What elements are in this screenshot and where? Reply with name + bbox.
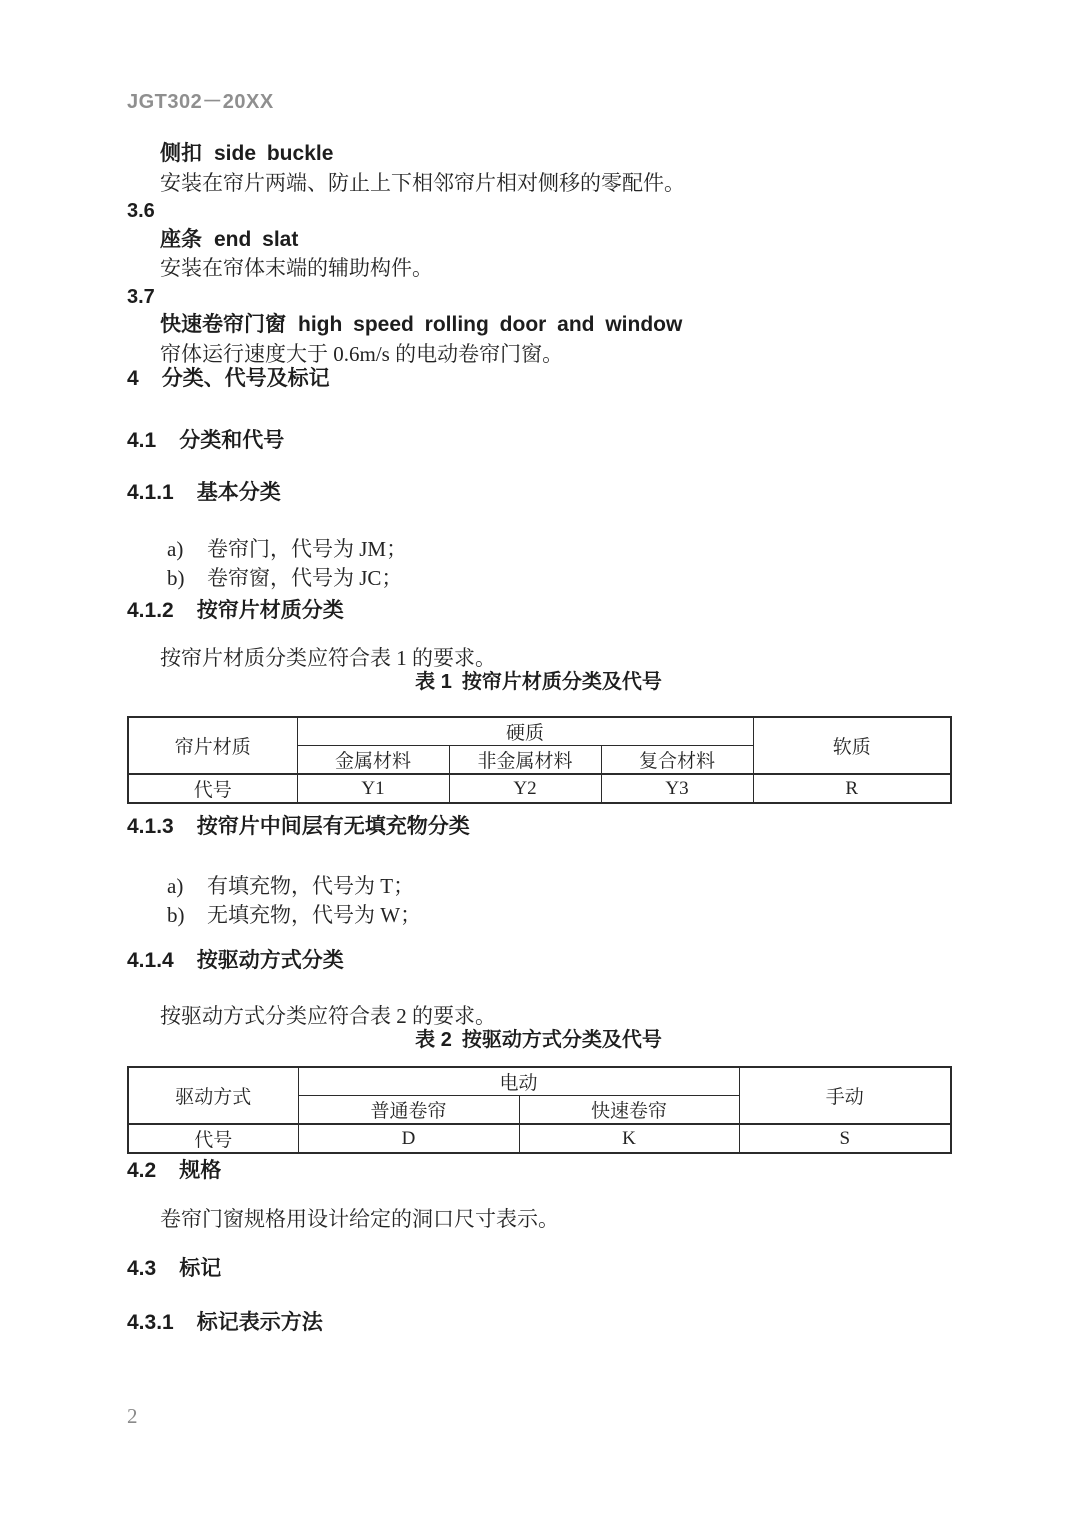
term-definition: 安装在帘体末端的辅助构件。 (160, 256, 433, 280)
list-marker: a) (167, 874, 184, 898)
heading-4-2 (127, 1158, 950, 1184)
section-number: 4.3 (127, 1257, 157, 1280)
term-en: end slat (214, 227, 299, 251)
section-title: 标记表示方法 (196, 1311, 323, 1334)
page-number: 2 (127, 1404, 138, 1428)
section-title: 按帘片材质分类 (196, 599, 344, 622)
list-marker: b) (167, 565, 185, 590)
table-2-code: S (739, 1124, 951, 1153)
heading-4-1-1 (127, 480, 950, 506)
table-1 (127, 716, 952, 804)
heading-4-1-2 (127, 598, 950, 624)
list-text: 卷帘门，代号为 JM； (207, 537, 408, 561)
table-2-title (127, 1027, 950, 1053)
term-definition: 安装在帘片两端、防止上下相邻帘片相对侧移的零配件。 (160, 170, 685, 195)
term-side-buckle (127, 140, 950, 169)
list-item (127, 535, 950, 564)
table-1-row-label: 代号 (128, 774, 297, 803)
table-2-code: D (298, 1124, 519, 1153)
list-marker: a) (167, 537, 184, 561)
section-title: 规格 (179, 1159, 222, 1182)
heading-4-1-4 (127, 948, 950, 974)
list-filling-classification (127, 872, 950, 929)
table-label: 表 1 (415, 671, 452, 693)
section-title: 分类、代号及标记 (161, 367, 330, 390)
heading-4-3-1 (127, 1310, 950, 1336)
table-2-group-header: 电动 (298, 1067, 739, 1096)
term-en: high speed rolling door and window (298, 313, 683, 336)
table-2-code: K (519, 1124, 739, 1153)
term-high-speed-rolling-door (127, 311, 950, 340)
section-number: 4.1.3 (127, 815, 174, 838)
section-number: 4.2 (127, 1159, 157, 1182)
list-text: 有填充物，代号为 T； (207, 874, 415, 898)
heading-4-3 (127, 1256, 950, 1282)
table-1-title (127, 669, 950, 695)
table-1-group-header: 硬质 (297, 717, 753, 746)
section-title: 基本分类 (196, 481, 281, 504)
heading-4-1-3 (127, 814, 950, 840)
table-2-last-col: 手动 (739, 1067, 951, 1124)
table-1-subheader: 金属材料 (297, 746, 449, 775)
table-2-subheader: 普通卷帘 (298, 1096, 519, 1125)
list-item (127, 564, 950, 593)
table-label: 表 2 (415, 1029, 452, 1051)
terms-section (127, 140, 950, 368)
list-item (127, 872, 950, 901)
table-1-code: Y2 (449, 774, 601, 803)
section-number: 4.3.1 (127, 1311, 174, 1334)
table-2-row-label: 代号 (128, 1124, 298, 1153)
table-2 (127, 1066, 952, 1154)
section-title: 按驱动方式分类 (196, 949, 344, 972)
table-title-text: 按帘片材质分类及代号 (461, 671, 662, 693)
term-zh: 侧扣 (160, 142, 202, 165)
table-2-header-col: 驱动方式 (128, 1067, 298, 1124)
term-number: 3.6 (127, 200, 155, 222)
table-1-subheader: 非金属材料 (449, 746, 601, 775)
list-item (127, 901, 950, 930)
paragraph-4-2: 卷帘门窗规格用设计给定的洞口尺寸表示。 (160, 1207, 559, 1231)
table-1-code: Y1 (297, 774, 449, 803)
section-title: 按帘片中间层有无填充物分类 (196, 815, 470, 838)
heading-4 (127, 366, 950, 392)
table-1-header-col: 帘片材质 (128, 717, 297, 774)
list-text: 无填充物，代号为 W； (207, 902, 422, 927)
term-end-slat (127, 226, 950, 255)
table-title-text: 按驱动方式分类及代号 (461, 1029, 662, 1051)
section-number: 4 (127, 367, 139, 390)
table-2-subheader: 快速卷帘 (519, 1096, 739, 1125)
section-title: 分类和代号 (179, 429, 285, 452)
term-zh: 快速卷帘门窗 (160, 313, 286, 336)
section-number: 4.1.1 (127, 481, 174, 504)
table-1-code: R (753, 774, 951, 803)
term-number: 3.7 (127, 285, 155, 308)
doc-code-header: JGT302－20XX (127, 91, 274, 113)
table-1-code: Y3 (601, 774, 753, 803)
list-basic-classification (127, 535, 950, 592)
section-title: 标记 (179, 1257, 222, 1280)
term-definition: 帘体运行速度大于 0.6m/s 的电动卷帘门窗。 (160, 341, 564, 366)
section-number: 4.1.2 (127, 599, 174, 622)
term-en: side buckle (214, 142, 334, 165)
term-zh: 座条 (160, 227, 202, 251)
table-1-subheader: 复合材料 (601, 746, 753, 775)
table-1-last-col: 软质 (753, 717, 951, 774)
list-text: 卷帘窗，代号为 JC； (207, 565, 403, 590)
list-marker: b) (167, 902, 185, 927)
heading-4-1 (127, 428, 950, 454)
section-number: 4.1 (127, 429, 157, 452)
section-number: 4.1.4 (127, 949, 174, 972)
paragraph-4-1-2: 按帘片材质分类应符合表 1 的要求。 (160, 646, 496, 670)
paragraph-4-1-4: 按驱动方式分类应符合表 2 的要求。 (160, 1004, 496, 1028)
